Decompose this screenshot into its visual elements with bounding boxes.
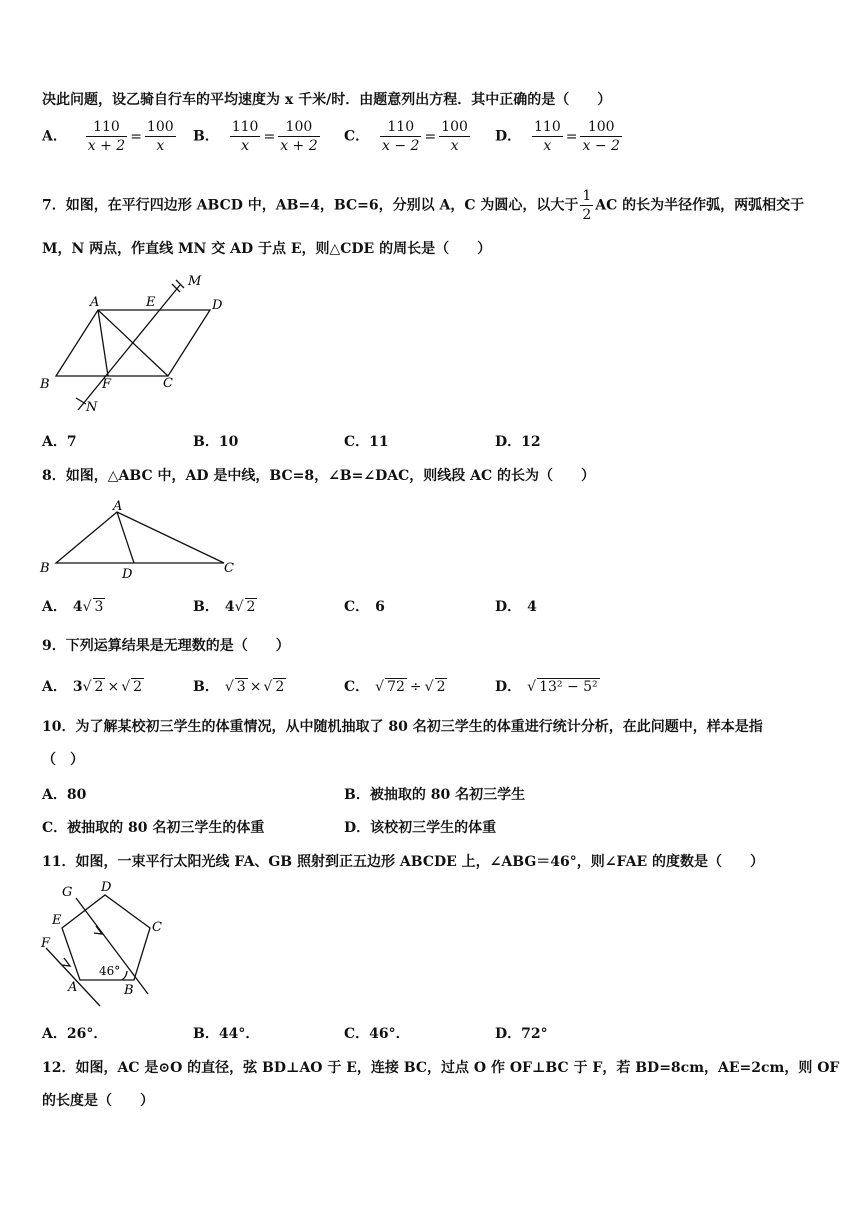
q8-option-a[interactable]: A． 4√ 3	[42, 599, 104, 615]
q10-option-a[interactable]: A．80	[42, 787, 87, 803]
q9-option-d[interactable]: D． √ 13² − 5²	[495, 679, 598, 695]
label-E: E	[52, 913, 62, 928]
q6-option-d[interactable]: D． $\frac{110}{x}$ = $\frac{100}{x - 2}$	[495, 119, 620, 154]
q7-option-b[interactable]: B．10	[193, 434, 239, 450]
q7-option-d[interactable]: D．12	[495, 434, 541, 450]
label-G: G	[62, 885, 73, 900]
q11-option-a[interactable]: A．26°．	[42, 1026, 108, 1042]
label-A: A	[68, 980, 78, 995]
q8-stem: 8．如图，△ABC 中，AD 是中线，BC=8，∠B=∠DAC，则线段 AC 的长为（ ）	[42, 468, 595, 484]
label-C: C	[152, 920, 162, 935]
q9-stem: 9．下列运算结果是无理数的是（ ）	[42, 638, 290, 654]
q11-stem: 11．如图，一束平行太阳光线 FA、GB 照射到正五边形 ABCDE 上，∠ABG＝46°，则∠FAE 的度数是（ ）	[42, 854, 765, 870]
label-D: D	[212, 298, 223, 313]
q6-option-a[interactable]: A． $\frac{110}{x + 2}$ = $\frac{100}{x}$	[42, 119, 174, 154]
label-A: A	[90, 295, 100, 310]
label-C: C	[224, 561, 234, 576]
q9-option-b[interactable]: B． √ 3 × √ 2	[193, 679, 285, 695]
label-E: E	[146, 295, 156, 310]
q8-option-d[interactable]: D． 4	[495, 599, 537, 615]
label-D: D	[122, 567, 133, 582]
label-N: N	[86, 400, 98, 415]
label-F: F	[102, 377, 112, 392]
q8-option-c[interactable]: C． 6	[344, 599, 385, 615]
q7-stem-line2: M，N 两点，作直线 MN 交 AD 于点 E，则△CDE 的周长是（ ）	[42, 241, 492, 257]
label-C: C	[163, 376, 173, 391]
ray-fa	[46, 948, 100, 1006]
q6-option-b[interactable]: B． $\frac{110}{x}$ = $\frac{100}{x + 2}$	[193, 119, 318, 154]
q9-option-a[interactable]: A． 3√ 2 × √ 2	[42, 679, 143, 695]
q12-stem-line2: 的长度是（ ）	[42, 1093, 154, 1109]
q9-option-c[interactable]: C． √ 72 ÷ √ 2	[344, 679, 446, 695]
q6-option-c[interactable]: C． $\frac{110}{x - 2}$ = $\frac{100}{x}$	[344, 119, 468, 154]
q11-option-b[interactable]: B．44°．	[193, 1026, 260, 1042]
label-D: D	[101, 880, 112, 895]
q10-stem-line1: 10．为了解某校初三学生的体重情况，从中随机抽取了 80 名初三学生的体重进行统计分析，在此问题中，样本是指	[42, 719, 763, 735]
q11-option-c[interactable]: C．46°．	[344, 1026, 410, 1042]
q12-stem-line1: 12．如图，AC 是⊙O 的直径，弦 BD⊥AO 于 E，连接 BC，过点 O 作 OF⊥BC 于 F，若 BD=8cm，AE=2cm，则 OF	[42, 1060, 840, 1076]
angle-label: 46°	[99, 964, 121, 978]
label-B: B	[124, 983, 134, 998]
label-M: M	[188, 274, 202, 289]
q10-option-b[interactable]: B．被抽取的 80 名初三学生	[344, 787, 526, 803]
q8-option-b[interactable]: B． 4√ 2	[193, 599, 256, 615]
q10-stem-line2: （ ）	[42, 752, 84, 768]
label-A: A	[113, 499, 123, 514]
q7-option-c[interactable]: C．11	[344, 434, 389, 450]
label-B: B	[40, 377, 50, 392]
q7-option-a[interactable]: A．7	[42, 434, 77, 450]
q10-option-d[interactable]: D．该校初三学生的体重	[344, 820, 497, 836]
label-B: B	[40, 561, 50, 576]
q7-stem-line1: 7．如图，在平行四边形 ABCD 中，AB=4，BC=6，分别以 A，C 为圆心，以大于 $\frac{1}{2}$ AC 的长为半径作弧，两弧相交于	[42, 188, 805, 223]
q11-option-d[interactable]: D．72°	[495, 1026, 548, 1042]
q6-stem: 决此问题，设乙骑自行车的平均速度为 x 千米/时．由题意列出方程．其中正确的是（ ）	[42, 92, 612, 108]
q10-option-c[interactable]: C．被抽取的 80 名初三学生的体重	[42, 820, 265, 836]
label-F: F	[41, 936, 51, 951]
